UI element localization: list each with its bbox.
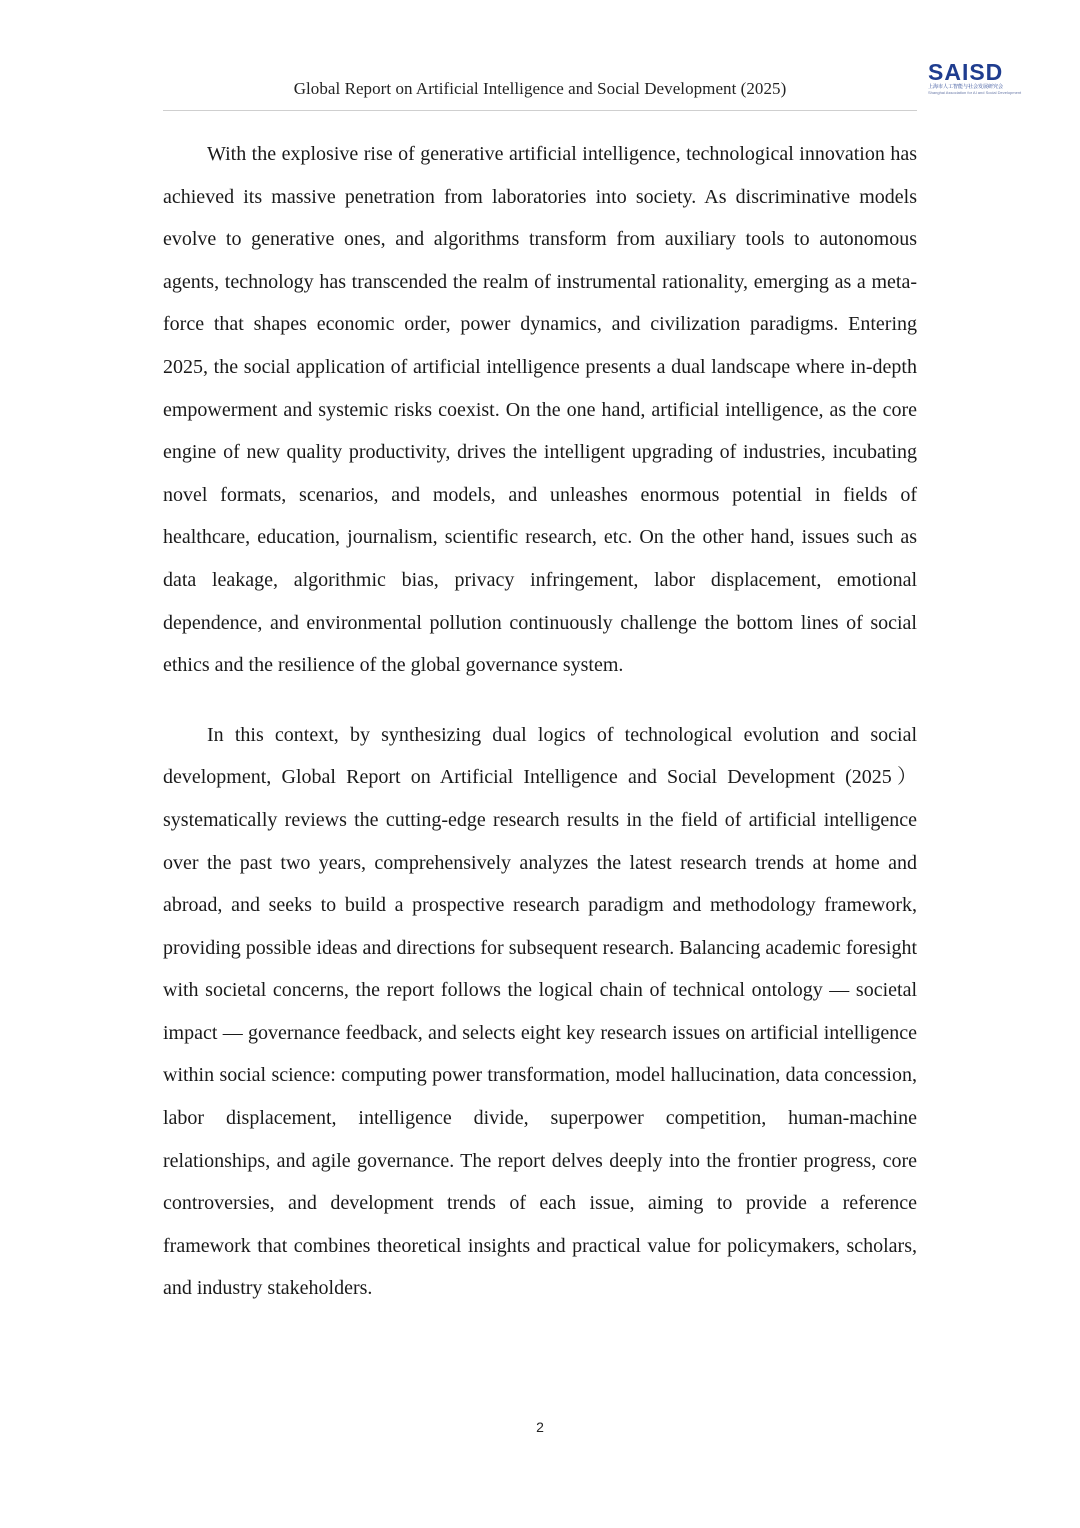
logo-mark: SAISD — [928, 59, 1004, 85]
document-body — [163, 133, 917, 1310]
paragraph-2: In this context, by synthesizing dual logics of technological evolution and social development, Global Report on Artificial Intelligence and Social Development (2025） systematically reviews the cutting-edge research results in the field of artificial intelligence over the past two years, comprehensively analyzes the latest research trends at home and abroad, and seeks to build a prospective research paradigm and methodology framework, providing possible ideas and directions for subsequent research. Balancing academic foresight with societal concerns, the report follows the logical chain of technical ontology — societal impact — governance feedback, and selects eight key research issues on artificial intelligence within social science: computing power transformation, model hallucination, data concession, labor displacement, intelligence divide, superpower competition, human-machine relationships, and agile governance. The report delves deeply into the frontier progress, core controversies, and development trends of each issue, aiming to provide a reference framework that combines theoretical insights and practical value for policymakers, scholars, and industry stakeholders. — [163, 723, 917, 1300]
header-title: Global Report on Artificial Intelligence and Social Development (2025) — [293, 79, 787, 98]
logo-subtitle-en: Shanghai Association for AI and Social Development — [928, 90, 1022, 95]
page-number: 2 — [536, 1419, 544, 1435]
page-header — [163, 76, 917, 111]
saisd-logo — [928, 59, 1022, 96]
logo-subtitle-cn: 上海市人工智能与社会发展研究会 — [928, 84, 1004, 90]
paragraph-1: With the explosive rise of generative artificial intelligence, technological innovation has achieved its massive penetration from laboratories into society. As discriminative models evolve to generative ones, and algorithms transform from auxiliary tools to autonomous agents, technology has transcended the realm of instrumental rationality, emerging as a meta-force that shapes economic order, power dynamics, and civilization paradigms. Entering 2025, the social application of artificial intelligence presents a dual landscape where in-depth empowerment and systemic risks coexist. On the one hand, artificial intelligence, as the core engine of new quality productivity, drives the intelligent upgrading of industries, incubating novel formats, scenarios, and models, and unleashes enormous potential in fields of healthcare, education, journalism, scientific research, etc. On the other hand, issues such as data leakage, algorithmic bias, privacy infringement, labor displacement, emotional dependence, and environmental pollution continuously challenge the bottom lines of social ethics and the resilience of the global governance system. — [163, 143, 917, 677]
